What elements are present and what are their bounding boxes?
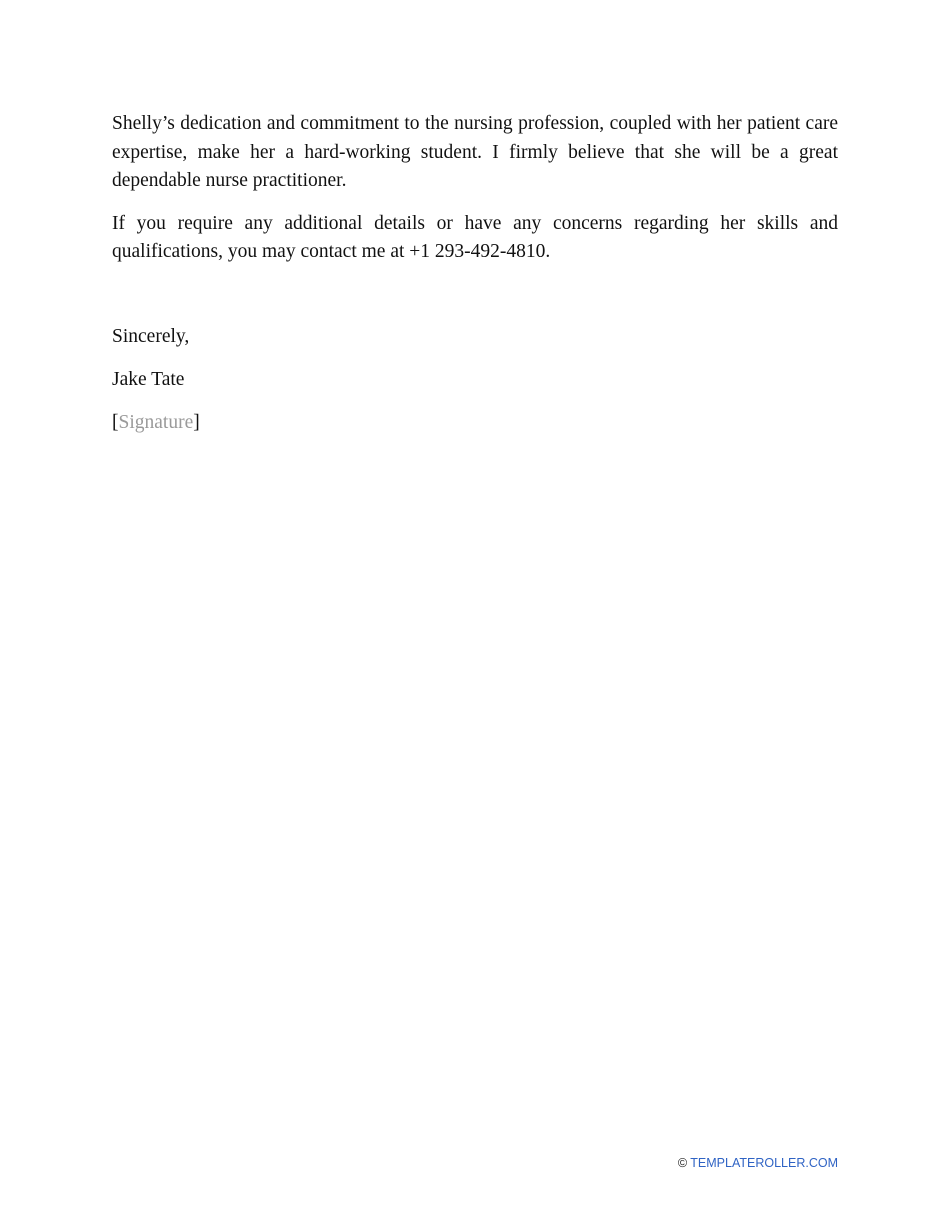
templateroller-link[interactable]: TEMPLATEROLLER.COM (690, 1156, 838, 1170)
footer-credit (678, 1155, 838, 1171)
signature-placeholder: Signature (118, 412, 194, 433)
signature-bracket-open: [ (112, 412, 119, 433)
closing-salutation: Sincerely, (112, 326, 190, 347)
letter-body (112, 110, 838, 281)
paragraph-dedication: Shelly’s dedication and commitment to the nursing profession, coupled with her patient care expertise, make her a hard-working student. I firmly believe that she will be a great dependable nurse practitioner. (112, 113, 838, 191)
signature-bracket-close: ] (193, 412, 200, 433)
signer-name: Jake Tate (112, 369, 185, 390)
paragraph-contact: If you require any additional details or have any concerns regarding her skills and qualifications, you may contact me at +1 293-492-4810. (112, 212, 838, 262)
letter-closing (112, 323, 200, 452)
signature-field[interactable] (112, 409, 200, 437)
copyright-icon: © (677, 1156, 688, 1170)
